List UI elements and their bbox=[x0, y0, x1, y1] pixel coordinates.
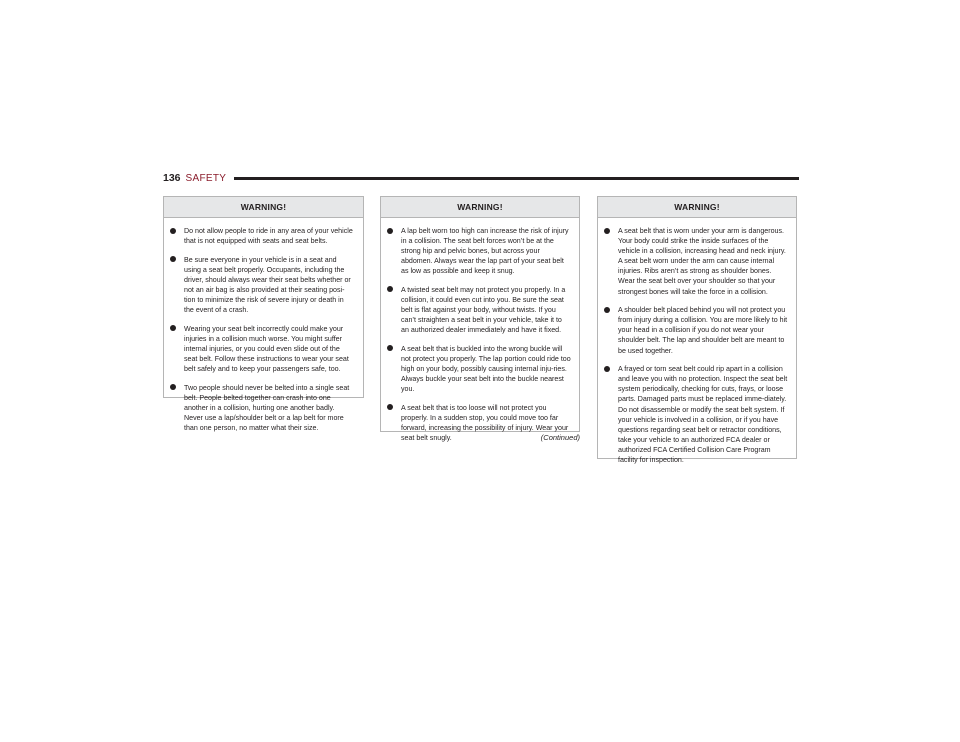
bullet-icon bbox=[170, 256, 176, 262]
list-item: Be sure everyone in your vehicle is in a seat and using a seat belt properly. Occupants, including the driver, should always wear their seat belts whether or not an air bag is also provided at their seating posi-tion to minimize the risk of severe injury or death in the event of a crash. bbox=[170, 255, 355, 316]
list-item: A seat belt that is too loose will not protect you properly. In a sudden stop, you could move too far forward, increasing the possibility of injury. Wear your seat belt snugly. bbox=[387, 403, 571, 443]
page-number: 136 bbox=[163, 172, 181, 184]
section-title: SAFETY bbox=[185, 172, 227, 184]
bullet-icon bbox=[170, 325, 176, 331]
list-item: A shoulder belt placed behind you will not protect you from injury during a collision. You are more likely to hit your head in a collision if you do not wear your shoulder belt. The lap and shoulder belt are meant to be used together. bbox=[604, 305, 788, 355]
list-item: A twisted seat belt may not protect you properly. In a collision, it could even cut into you. Be sure the seat belt is flat against your body, without twists. If you can’t straighten a seat belt in your vehicle, take it to an authorized dealer immediately and have it fixed. bbox=[387, 285, 571, 335]
list-item: Two people should never be belted into a single seat belt. People belted together can crash into one another in a collision, hurting one another badly. Never use a lap/shoulder belt or a lap belt for more than one person, no matter what their size. bbox=[170, 383, 355, 433]
bullet-icon bbox=[387, 228, 393, 234]
list-item: A frayed or torn seat belt could rip apart in a collision and leave you with no protection. Inspect the seat belt system periodically, checking for cuts, frays, or loose parts. Damaged parts must be replaced imme-diately. Do not disassemble or modify the seat belt system. If your vehicle is involved in a collision, or if you have questions regarding seat belt or retractor conditions, take your vehicle to an authorized FCA dealer or authorized FCA Certified Collision Care Program facility for inspection. bbox=[604, 364, 788, 465]
bullet-icon bbox=[387, 345, 393, 351]
bullet-icon bbox=[170, 384, 176, 390]
bullet-icon bbox=[170, 228, 176, 234]
bullet-icon bbox=[604, 307, 610, 313]
list-item: A seat belt that is worn under your arm is dangerous. Your body could strike the inside surfaces of the vehicle in a collision, increasing head and neck injury. A seat belt worn under the arm can cause internal injuries. Ribs aren’t as strong as shoulder bones. Wear the seat belt over your shoulder so that your strongest bones will take the force in a collision. bbox=[604, 226, 788, 297]
warning-list bbox=[164, 218, 363, 446]
continued-label: (Continued) bbox=[540, 433, 580, 442]
list-item: Do not allow people to ride in any area of your vehicle that is not equipped with seats and seat belts. bbox=[170, 226, 355, 246]
bullet-icon bbox=[604, 228, 610, 234]
bullet-icon bbox=[387, 286, 393, 292]
bullet-icon bbox=[604, 366, 610, 372]
warning-box-1 bbox=[163, 196, 364, 433]
header-rule bbox=[234, 177, 799, 180]
list-item: Wearing your seat belt incorrectly could make your injuries in a collision much worse. You might suffer internal injuries, or you could even slide out of the seat belt. Follow these instructions to wear your seat belt safely and to keep your passengers safe, too. bbox=[170, 324, 355, 374]
bullet-icon bbox=[387, 404, 393, 410]
warning-heading: WARNING! bbox=[381, 197, 579, 218]
warning-heading: WARNING! bbox=[598, 197, 796, 218]
list-item: A seat belt that is buckled into the wrong buckle will not protect you properly. The lap portion could ride too high on your body, possibly causing internal inju-ries. Always buckle your seat belt into the buckle nearest you. bbox=[387, 344, 571, 394]
warning-list bbox=[381, 218, 579, 456]
warning-box-3 bbox=[597, 196, 797, 464]
page-header bbox=[163, 170, 799, 186]
warning-heading: WARNING! bbox=[164, 197, 363, 218]
list-item: A lap belt worn too high can increase the risk of injury in a collision. The seat belt forces won’t be at the strong hip and pelvic bones, but across your abdomen. Always wear the lap part of your seat belt as low as possible and keep it snug. bbox=[387, 226, 571, 276]
warning-list bbox=[598, 218, 796, 478]
